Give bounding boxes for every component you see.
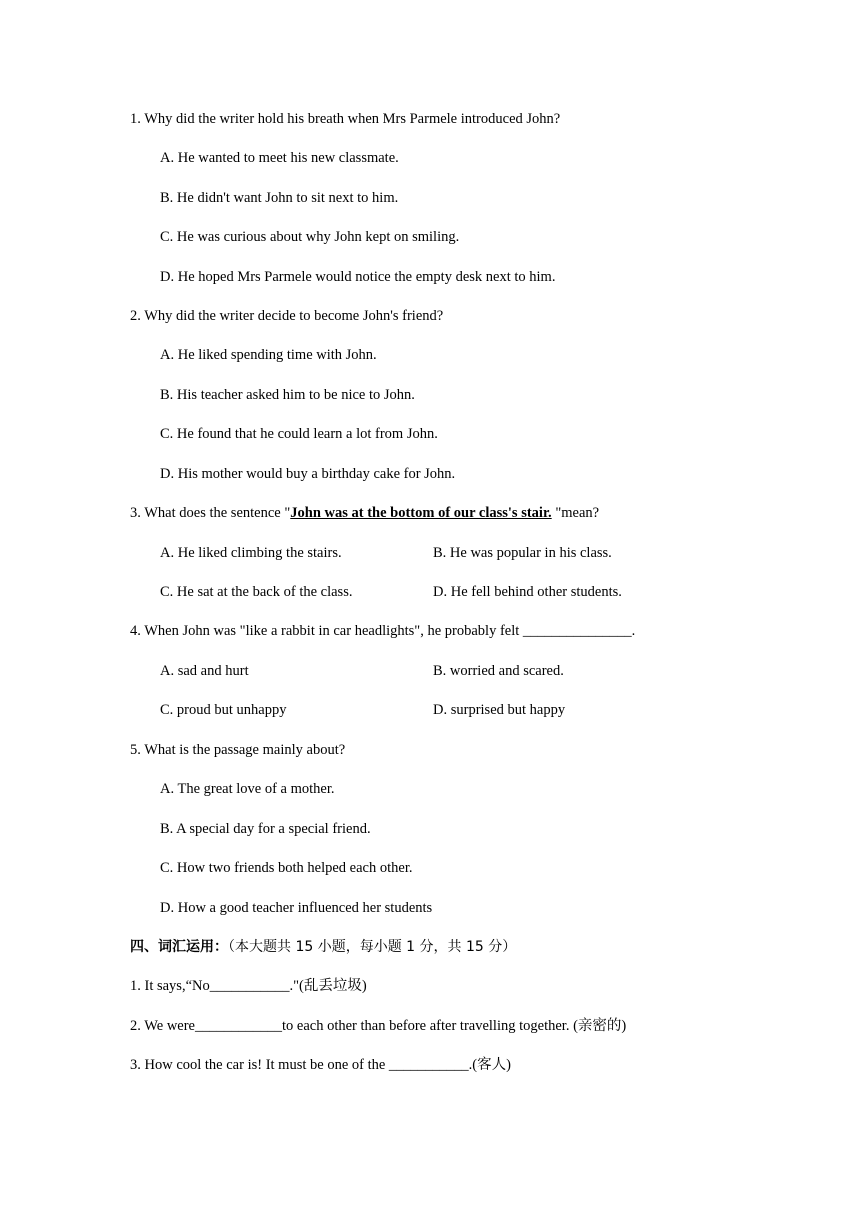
section-heading (130, 938, 516, 956)
question-4-option-c: C. proud but unhappy (160, 702, 287, 718)
question-3-stem-suffix: "mean? (551, 505, 600, 521)
question-2-option-d: D. His mother would buy a birthday cake for John. (160, 466, 456, 482)
question-2-option-a: A. He liked spending time with John. (160, 347, 377, 363)
question-3-stem-prefix: 3. What does the sentence " (130, 505, 291, 521)
question-2-option-c: C. He found that he could learn a lot from John. (160, 426, 438, 442)
question-3-option-c: C. He sat at the back of the class. (160, 584, 353, 600)
question-3-option-a: A. He liked climbing the stairs. (160, 545, 342, 561)
question-1-option-c: C. He was curious about why John kept on smiling. (160, 229, 460, 245)
question-1-stem: 1. Why did the writer hold his breath when Mrs Parmele introduced John? (130, 111, 561, 127)
question-1-option-a: A. He wanted to meet his new classmate. (160, 150, 399, 166)
question-5-option-a: A. The great love of a mother. (160, 781, 335, 797)
question-4-option-d: D. surprised but happy (433, 702, 566, 718)
question-5-option-d: D. How a good teacher influenced her students (160, 900, 433, 916)
vocab-item-2: 2. We were____________to each other than before after travelling together. (亲密的) (130, 1018, 627, 1034)
question-3-stem (130, 504, 599, 522)
vocab-item-1: 1. It says,“No___________."(乱丢垃圾) (130, 978, 367, 994)
question-3-option-d: D. He fell behind other students. (433, 584, 622, 600)
section-title: 四、词汇运用： (130, 939, 228, 955)
question-5-option-b: B. A special day for a special friend. (160, 821, 371, 837)
question-2-option-b: B. His teacher asked him to be nice to John. (160, 387, 415, 403)
question-5-option-c: C. How two friends both helped each other. (160, 860, 413, 876)
question-3-option-b: B. He was popular in his class. (433, 545, 612, 561)
question-3-stem-emphasis: John was at the bottom of our class's stair. (290, 505, 552, 521)
question-1-option-d: D. He hoped Mrs Parmele would notice the empty desk next to him. (160, 269, 556, 285)
question-4-stem: 4. When John was "like a rabbit in car headlights", he probably felt _______________. (130, 623, 636, 639)
question-4-option-a: A. sad and hurt (160, 663, 249, 679)
question-1-option-b: B. He didn't want John to sit next to him. (160, 190, 399, 206)
question-4-option-b: B. worried and scared. (433, 663, 564, 679)
section-note: （本大题共 15 小题，每小题 1 分，共 15 分） (228, 939, 517, 955)
question-2-stem: 2. Why did the writer decide to become John's friend? (130, 308, 444, 324)
question-5-stem: 5. What is the passage mainly about? (130, 742, 346, 758)
vocab-item-3: 3. How cool the car is! It must be one of the ___________.(客人) (130, 1057, 511, 1073)
